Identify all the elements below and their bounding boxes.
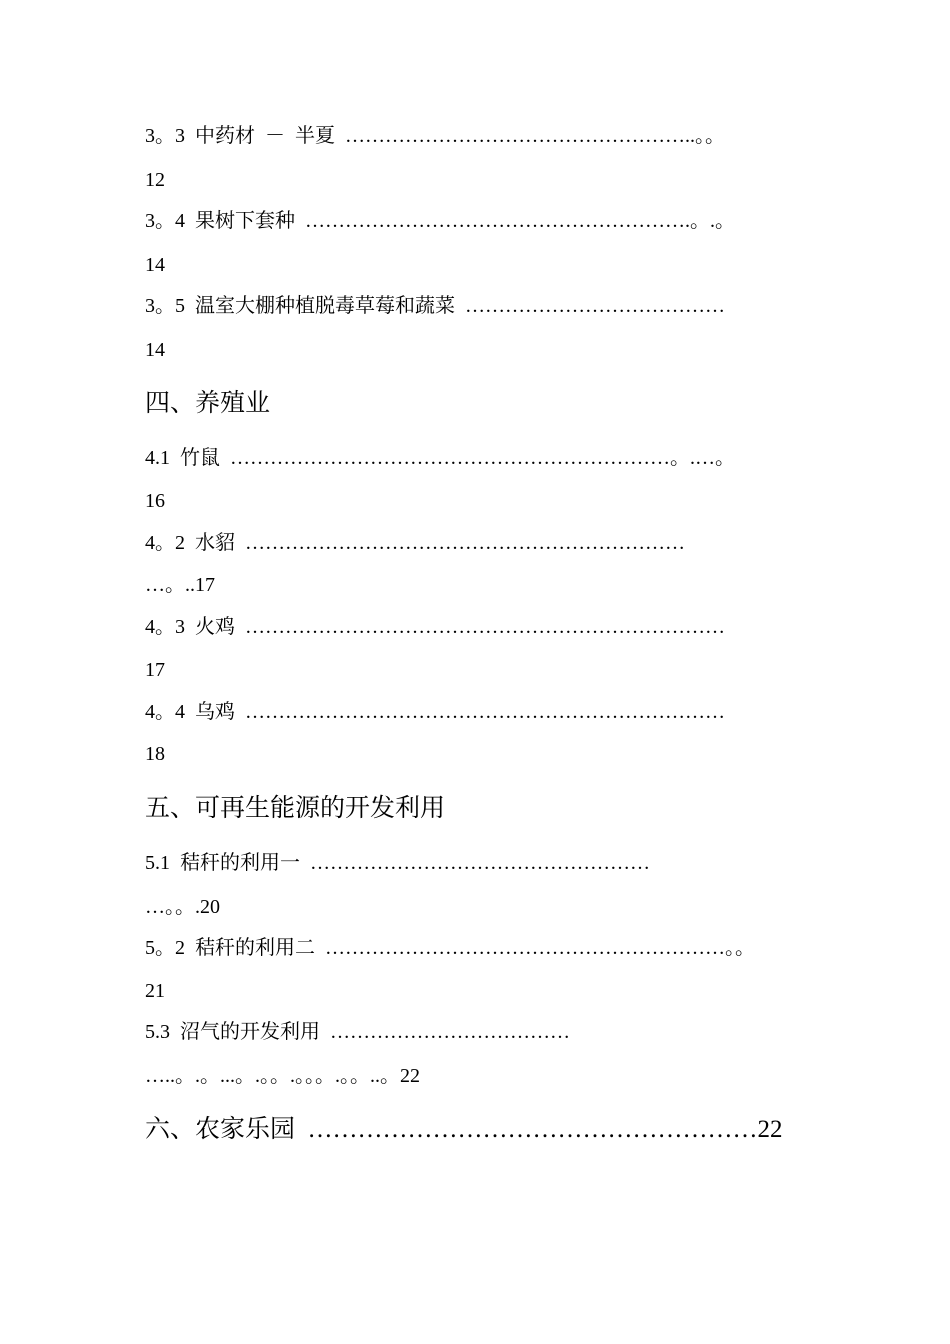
toc-entry-4-4[interactable]: 4。4 乌鸡 ……………………………………………………………… [145, 701, 725, 723]
toc-section-heading-4[interactable]: 四、养殖业 [145, 390, 271, 417]
toc-entry-4-3[interactable]: 4。3 火鸡 ……………………………………………………………… [145, 616, 725, 638]
toc-entry-4-2-continuation: …。..17 [145, 574, 215, 596]
toc-page-number: 14 [145, 339, 165, 361]
toc-entry-4-2[interactable]: 4。2 水貂 ………………………………………………………… [145, 532, 685, 554]
toc-section-heading-5[interactable]: 五、可再生能源的开发利用 [145, 795, 446, 822]
toc-entry-5-2[interactable]: 5。2 秸秆的利用二 ……………………………………………………。。 [145, 937, 755, 959]
toc-entry-5-3-continuation: …..。.。...。.。。.。。。.。。..。22 [145, 1065, 420, 1087]
toc-entry-5-1[interactable]: 5.1 秸秆的利用一 …………………………………………… [145, 852, 650, 874]
toc-page-number: 12 [145, 169, 165, 191]
toc-page-number: 14 [145, 254, 165, 276]
toc-entry-3-5[interactable]: 3。5 温室大棚种植脱毒草莓和蔬菜 ………………………………… [145, 295, 725, 317]
toc-entry-5-1-continuation: …。。.20 [145, 896, 220, 918]
toc-section-heading-6[interactable]: 六、农家乐园 ………………………………………………22 [145, 1116, 783, 1143]
toc-page-number: 16 [145, 490, 165, 512]
toc-entry-4-1[interactable]: 4.1 竹鼠 …………………………………………………………。.…。 [145, 447, 735, 469]
toc-page-number: 18 [145, 743, 165, 765]
toc-page-number: 21 [145, 980, 165, 1002]
toc-entry-5-3[interactable]: 5.3 沼气的开发利用 ……………………………… [145, 1021, 570, 1043]
toc-entry-3-4[interactable]: 3。4 果树下套种 ………………………………………………….。.。 [145, 210, 735, 232]
toc-entry-3-3[interactable]: 3。3 中药材 － 半夏 ……………………………………………..。。 [145, 125, 725, 147]
toc-page-number: 17 [145, 659, 165, 681]
